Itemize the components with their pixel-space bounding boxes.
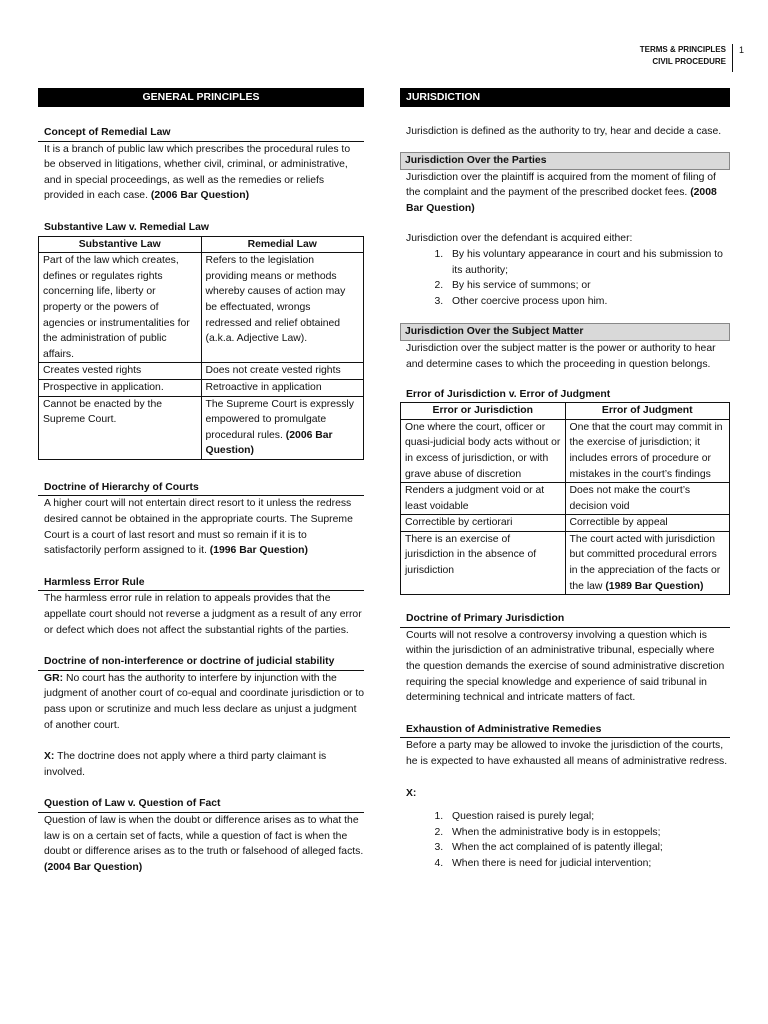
errors-table xyxy=(400,402,730,595)
table-cell: One that the court may commit in the exercise of jurisdiction; it includes errors of procedure or mistakes in the court’s findings xyxy=(565,419,730,482)
table-cell: Prospective in application. xyxy=(39,379,202,396)
table-header: Substantive Law xyxy=(39,236,202,253)
table-cell: Does not create vested rights xyxy=(201,363,364,380)
list-item: 3. When the act complained of is patently illegal; xyxy=(446,840,730,856)
substantive-remedial-table xyxy=(38,236,364,460)
harmless-error-title: Harmless Error Rule xyxy=(38,575,364,592)
subject-matter-text: Jurisdiction over the subject matter is the power or authority to hear and determine cases to which the proceeding in question belongs. xyxy=(406,343,716,370)
table-cell: Refers to the legislation providing means or methods whereby causes of action may be effectuated, wrongs redressed and relief obtained (a.k.a. Adjective Law). xyxy=(201,253,364,363)
remedial-law-title: Concept of Remedial Law xyxy=(38,125,364,142)
table-row xyxy=(39,396,364,459)
right-column xyxy=(400,88,730,872)
general-principles-banner: GENERAL PRINCIPLES xyxy=(38,88,364,107)
non-interference-gr: GR: No court has the authority to interfere by injunction with the judgment of another court of co-equal and coordinate jurisdiction or to pass upon or scrutinize and much less declare as unjust a judgment of another court. xyxy=(44,672,364,731)
hierarchy-text: A higher court will not entertain direct resort to it unless the redress desired cannot be obtained in the appropriate courts. The Supreme Court is a court of last resort and must so remain if it is to satisfactorily perform assigned to it. (1996 Bar Question) xyxy=(44,498,353,557)
table-cell: Correctible by certiorari xyxy=(401,515,566,532)
exhaustion-exceptions-list xyxy=(400,809,730,871)
non-interference-exception: X: The doctrine does not apply where a third party claimant is involved. xyxy=(44,751,327,778)
parties-title: Jurisdiction Over the Parties xyxy=(400,152,730,170)
table-header: Error of Judgment xyxy=(565,403,730,420)
header-line1: TERMS & PRINCIPLES xyxy=(639,45,726,54)
remedial-law-text: It is a branch of public law which prescribes the procedural rules to be observed in litigations, whether civil, criminal, or administrative, and in special proceedings, as well as the remedies or reliefs provided in each case. (2006 Bar Question) xyxy=(44,143,351,202)
table-cell: One where the court, officer or quasi-judicial body acts without or in excess of jurisdiction, or with grave abuse of discretion xyxy=(401,419,566,482)
table-cell: Cannot be enacted by the Supreme Court. xyxy=(39,396,202,459)
left-column xyxy=(38,88,364,875)
harmless-error-text: The harmless error rule in relation to appeals provides that the appellate court should not reverse a judgment as a result of any error or defect which does not affect the substantial rights of the parties. xyxy=(44,593,362,636)
table-row xyxy=(401,515,730,532)
page-header xyxy=(640,44,744,72)
subject-matter-title: Jurisdiction Over the Subject Matter xyxy=(400,323,730,341)
defendant-list xyxy=(400,247,730,309)
list-item: 4. When there is need for judicial intervention; xyxy=(446,856,730,872)
table-cell: There is an exercise of jurisdiction in the absence of jurisdiction xyxy=(401,531,566,594)
table-cell: Does not make the court’s decision void xyxy=(565,483,730,515)
bar-reference: (2006 Bar Question) xyxy=(205,429,333,457)
defendant-text: Jurisdiction over the defendant is acquired either: xyxy=(406,233,633,245)
table-row xyxy=(39,363,364,380)
exhaustion-title: Exhaustion of Administrative Remedies xyxy=(400,722,730,739)
table-row xyxy=(401,483,730,515)
primary-jurisdiction-text: Courts will not resolve a controversy involving a question which is within the jurisdiction of an administrative tribunal, especially where the question demands the exercise of sound administrative discretion requiring the special knowledge and experience of said tribunal in determining technical and intricate matters of fact. xyxy=(406,629,725,704)
header-title xyxy=(640,44,733,72)
hierarchy-title: Doctrine of Hierarchy of Courts xyxy=(38,480,364,497)
bar-reference: (1989 Bar Question) xyxy=(605,580,704,592)
question-law-title: Question of Law v. Question of Fact xyxy=(38,796,364,813)
table-cell: The Supreme Court is expressly empowered to promulgate procedural rules. (2006 Bar Question) xyxy=(201,396,364,459)
parties-text: Jurisdiction over the plaintiff is acquired from the moment of filing of the complaint and the payment of the prescribed docket fees. (2008 Bar Question) xyxy=(406,171,717,214)
substantive-remedial-title: Substantive Law v. Remedial Law xyxy=(44,221,209,233)
table-row xyxy=(39,379,364,396)
list-item: 3. Other coercive process upon him. xyxy=(446,294,730,310)
table-cell: Creates vested rights xyxy=(39,363,202,380)
table-row xyxy=(401,419,730,482)
primary-jurisdiction-title: Doctrine of Primary Jurisdiction xyxy=(400,611,730,628)
table-header: Error or Jurisdiction xyxy=(401,403,566,420)
page-number: 1 xyxy=(738,45,744,55)
list-item: 1. Question raised is purely legal; xyxy=(446,809,730,825)
question-law-text: Question of law is when the doubt or difference arises as to what the law is on a certain set of facts, while a question of fact is when the doubt or difference arises as to the truth or falsehood of alleged facts. (2004 Bar Question) xyxy=(44,814,364,873)
table-cell: Correctible by appeal xyxy=(565,515,730,532)
table-row xyxy=(39,253,364,363)
errors-title: Error of Jurisdiction v. Error of Judgment xyxy=(406,388,611,400)
table-cell: Renders a judgment void or at least voidable xyxy=(401,483,566,515)
non-interference-title: Doctrine of non-interference or doctrine of judicial stability xyxy=(38,654,364,671)
header-line2: CIVIL PROCEDURE xyxy=(652,57,726,66)
list-item: 2. When the administrative body is in estoppels; xyxy=(446,825,730,841)
exhaustion-text: Before a party may be allowed to invoke the jurisdiction of the courts, he is expected to have exhausted all means of administrative redress. xyxy=(406,740,728,767)
table-cell: Part of the law which creates, defines or regulates rights concerning life, liberty or property or the powers of agencies or instrumentalities for the administration of public affairs. xyxy=(39,253,202,363)
exhaustion-exception-label: X: xyxy=(406,787,417,799)
jurisdiction-intro: Jurisdiction is defined as the authority to try, hear and decide a case. xyxy=(406,126,722,137)
table-cell: The court acted with jurisdiction but committed procedural errors in the appreciation of the facts or the law (1989 Bar Question) xyxy=(565,531,730,594)
table-header: Remedial Law xyxy=(201,236,364,253)
jurisdiction-banner: JURISDICTION xyxy=(400,88,730,107)
table-row xyxy=(401,531,730,594)
table-cell: Retroactive in application xyxy=(201,379,364,396)
list-item: 2. By his service of summons; or xyxy=(446,278,730,294)
list-item: 1. By his voluntary appearance in court and his submission to its authority; xyxy=(446,247,730,278)
